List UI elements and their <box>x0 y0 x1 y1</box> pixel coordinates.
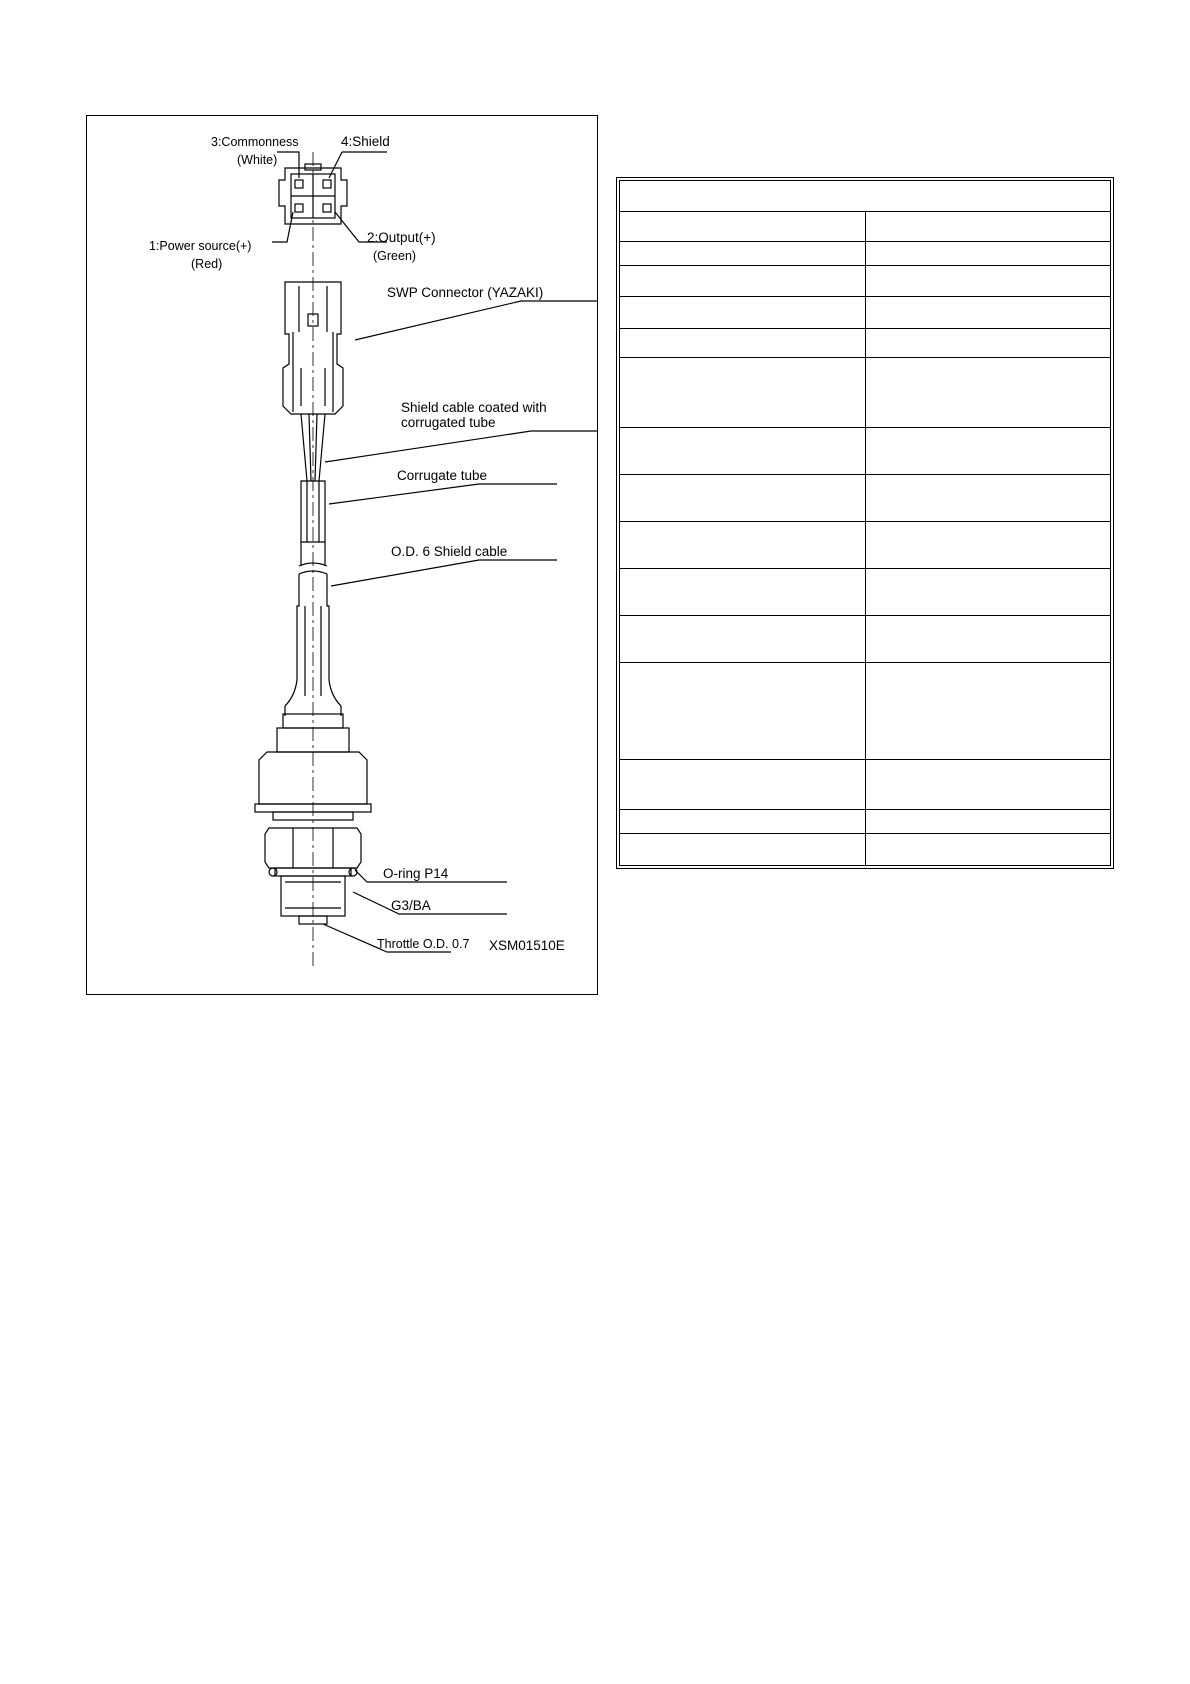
table-row <box>620 358 1111 428</box>
table-cell <box>865 810 1111 834</box>
drawing-id: XSM01510E <box>489 938 565 953</box>
table-row <box>620 569 1111 616</box>
table-row <box>620 428 1111 475</box>
corrugate-tube-label: Corrugate tube <box>397 468 488 483</box>
table-cell <box>620 834 866 866</box>
table-cell <box>865 569 1111 616</box>
table-cell <box>865 358 1111 428</box>
pin3-color-label: (White) <box>237 153 278 167</box>
pin1-color-label: (Red) <box>191 257 223 271</box>
table-row <box>620 616 1111 663</box>
table-cell <box>620 358 866 428</box>
table-row <box>620 834 1111 866</box>
table-row <box>620 810 1111 834</box>
table-cell <box>620 428 866 475</box>
table-cell <box>865 475 1111 522</box>
table-row <box>620 297 1111 329</box>
table-cell <box>865 242 1111 266</box>
shield-cable <box>285 571 341 716</box>
table-row <box>620 522 1111 569</box>
table-row <box>620 329 1111 358</box>
table-cell <box>865 663 1111 760</box>
table-cell <box>865 329 1111 358</box>
shield-cable-label-2: corrugated tube <box>401 415 496 430</box>
table-cell <box>620 297 866 329</box>
table-cell <box>865 760 1111 810</box>
table-cell <box>620 522 866 569</box>
table-cell <box>620 266 866 297</box>
shield-cable-label-1: Shield cable coated with <box>401 400 547 415</box>
table-cell <box>865 428 1111 475</box>
thread-label: G3/BA <box>391 898 431 913</box>
pin1-label: 1:Power source(+) <box>149 239 252 253</box>
table-cell <box>620 760 866 810</box>
table-cell <box>620 663 866 760</box>
table-row <box>620 475 1111 522</box>
table-row <box>620 242 1111 266</box>
table-cell <box>865 212 1111 242</box>
table-cell <box>865 616 1111 663</box>
table-row <box>620 212 1111 242</box>
table-row <box>620 663 1111 760</box>
table-cell <box>620 569 866 616</box>
table-cell <box>620 475 866 522</box>
table-row <box>620 266 1111 297</box>
table-cell <box>620 810 866 834</box>
connector-label: SWP Connector (YAZAKI) <box>387 285 544 300</box>
table-cell <box>620 329 866 358</box>
pin3-label: 3:Commonness <box>211 135 299 149</box>
table-cell <box>620 616 866 663</box>
sensor-drawing-frame <box>86 115 598 995</box>
table-cell <box>620 242 866 266</box>
table-row <box>620 760 1111 810</box>
pressure-sensor-drawing <box>87 116 599 996</box>
table-cell <box>865 834 1111 866</box>
throttle-label: Throttle O.D. 0.7 <box>377 937 470 951</box>
pin2-color-label: (Green) <box>373 249 417 263</box>
pin4-label: 4:Shield <box>341 134 390 149</box>
table-cell <box>865 266 1111 297</box>
pin2-label: 2:Output(+) <box>367 230 436 245</box>
table-cell <box>865 297 1111 329</box>
spec-table <box>616 177 1114 869</box>
table-header <box>620 181 1111 212</box>
od-cable-label: O.D. 6 Shield cable <box>391 544 508 559</box>
table-cell <box>865 522 1111 569</box>
oring-label: O-ring P14 <box>383 866 449 881</box>
table-cell <box>620 212 866 242</box>
